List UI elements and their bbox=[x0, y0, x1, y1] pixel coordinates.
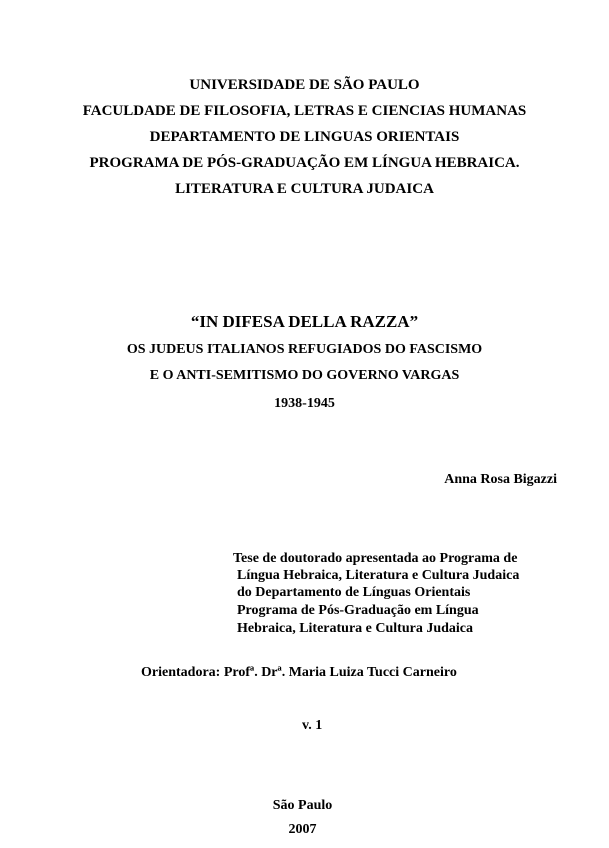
document-title: “IN DIFESA DELLA RAZZA” bbox=[190, 312, 419, 331]
author-name: Anna Rosa Bigazzi bbox=[444, 472, 557, 487]
institution-line-program: PROGRAMA DE PÓS-GRADUAÇÃO EM LÍNGUA HEBRAICA. bbox=[89, 155, 520, 171]
city: São Paulo bbox=[272, 798, 333, 813]
document-years: 1938-1945 bbox=[274, 396, 335, 411]
volume-label: v. 1 bbox=[302, 718, 323, 733]
institution-line-department: DEPARTAMENTO DE LINGUAS ORIENTAIS bbox=[149, 129, 460, 145]
institution-line-literature: LITERATURA E CULTURA JUDAICA bbox=[175, 181, 434, 197]
thesis-note-line: Tese de doutorado apresentada ao Programa de bbox=[233, 551, 518, 566]
institution-line-faculty: FACULDADE DE FILOSOFIA, LETRAS E CIENCIAS HUMANAS bbox=[82, 103, 527, 119]
thesis-note-line: Hebraica, Literatura e Cultura Judaica bbox=[237, 621, 474, 636]
document-subtitle-line2: E O ANTI-SEMITISMO DO GOVERNO VARGAS bbox=[149, 368, 460, 383]
thesis-note-line: Língua Hebraica, Literatura e Cultura Judaica bbox=[237, 568, 520, 583]
advisor-line: Orientadora: Profª. Drª. Maria Luiza Tucci Carneiro bbox=[141, 665, 457, 680]
thesis-note-line: do Departamento de Línguas Orientais bbox=[237, 585, 471, 600]
year: 2007 bbox=[288, 822, 317, 837]
thesis-note-line: Programa de Pós-Graduação em Língua bbox=[237, 603, 479, 618]
institution-line-university: UNIVERSIDADE DE SÃO PAULO bbox=[189, 77, 420, 93]
document-subtitle-line1: OS JUDEUS ITALIANOS REFUGIADOS DO FASCISMO bbox=[126, 342, 483, 357]
